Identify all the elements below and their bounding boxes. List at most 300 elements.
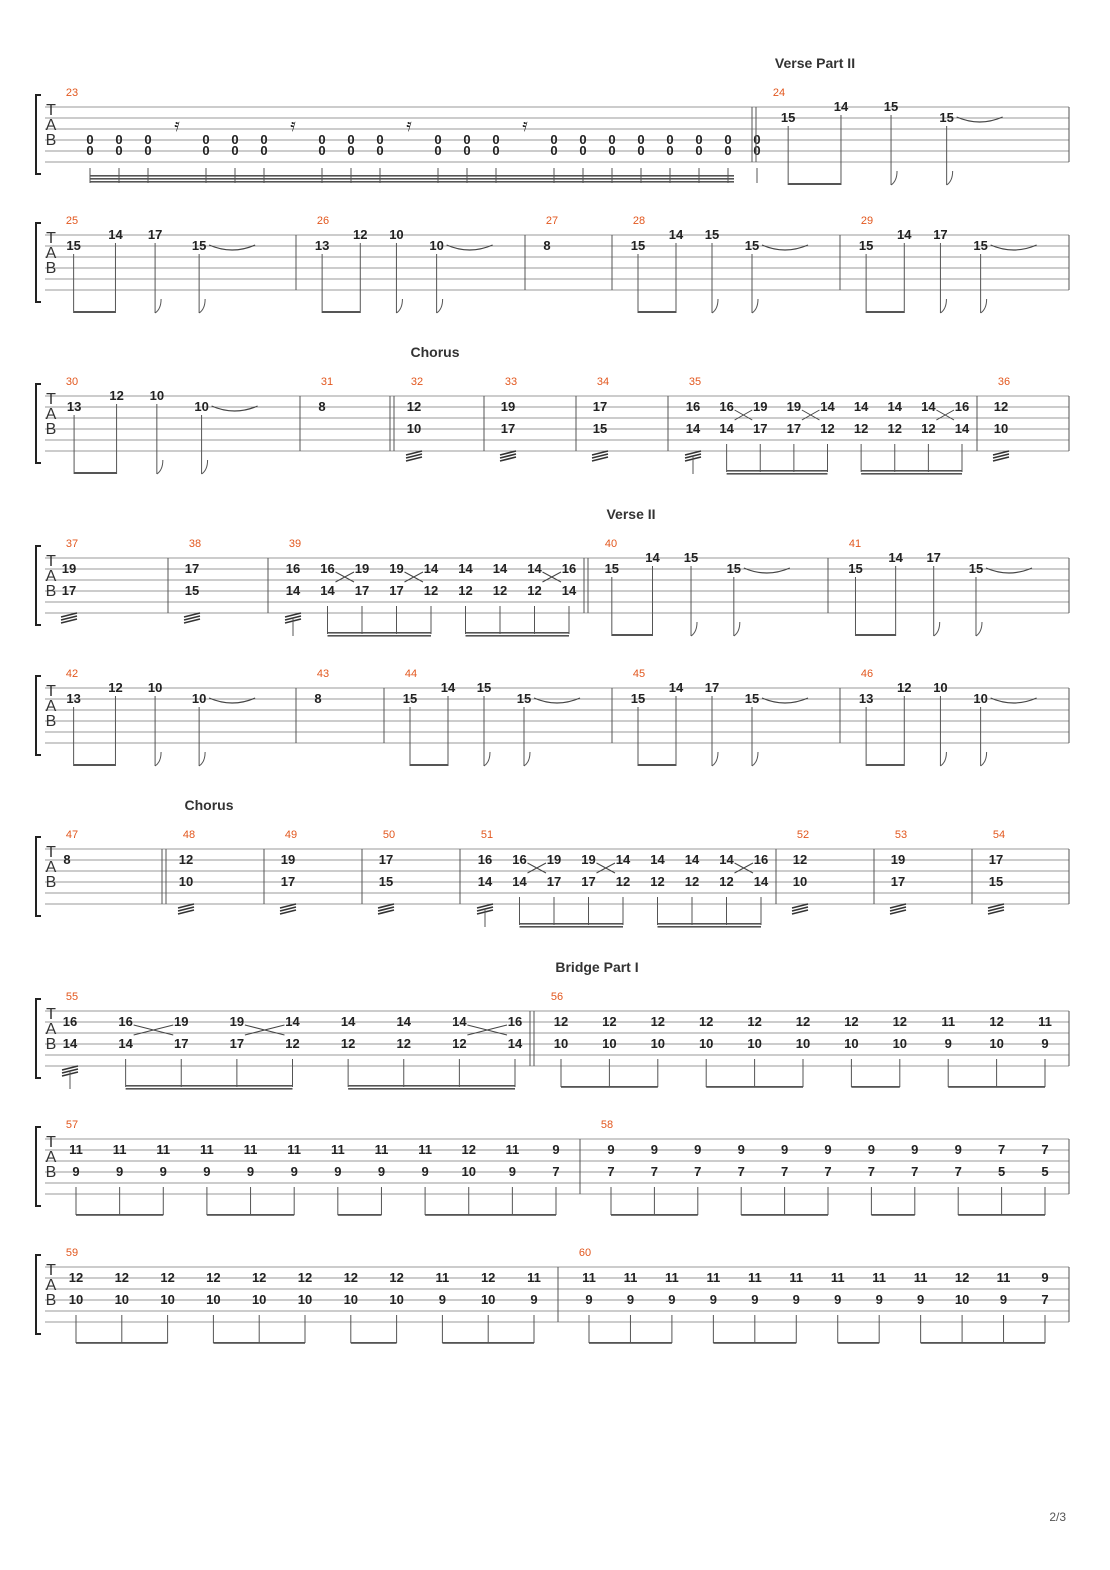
beam bbox=[612, 634, 653, 636]
fret-number: 10 bbox=[602, 1036, 617, 1051]
fret-number: 14 bbox=[921, 399, 936, 414]
fret-number: 9 bbox=[944, 1036, 952, 1051]
system-bracket bbox=[36, 1127, 41, 1206]
measure-45 bbox=[631, 680, 808, 766]
measure-number: 37 bbox=[65, 538, 79, 550]
fret-number: 10 bbox=[792, 874, 808, 889]
measure-number: 52 bbox=[796, 829, 810, 841]
beam bbox=[322, 311, 360, 313]
tab-clef-letter: T bbox=[46, 553, 56, 570]
fret-number: 7 bbox=[954, 1164, 962, 1179]
flag bbox=[981, 752, 987, 766]
measure-number: 43 bbox=[316, 668, 330, 680]
fret-number: 10 bbox=[698, 1036, 714, 1051]
fret-number: 10 bbox=[406, 421, 422, 436]
flag bbox=[934, 622, 940, 636]
measure-28 bbox=[631, 227, 808, 313]
fret-number: 12 bbox=[458, 583, 473, 598]
fret-number: 9 bbox=[203, 1164, 211, 1179]
fret-number: 0 bbox=[260, 143, 268, 158]
fret-number: 14 bbox=[396, 1014, 411, 1029]
fret-number: 12 bbox=[820, 421, 835, 436]
fret-number: 9 bbox=[290, 1164, 298, 1179]
beam bbox=[658, 926, 762, 928]
fret-number: 11 bbox=[665, 1270, 679, 1285]
beam bbox=[838, 1342, 879, 1344]
beam bbox=[861, 470, 962, 472]
fret-number: 17 bbox=[378, 852, 394, 867]
fret-number: 8 bbox=[63, 852, 71, 867]
rest-icon: 𝄿 bbox=[522, 115, 528, 136]
fret-number: 14 bbox=[650, 852, 665, 867]
fret-number: 19 bbox=[753, 399, 768, 414]
section-label: Bridge Part I bbox=[555, 959, 639, 975]
measure-56 bbox=[554, 1014, 1052, 1088]
fret-number: 9 bbox=[650, 1142, 659, 1157]
tab-clef-letter: T bbox=[46, 1006, 56, 1023]
flag bbox=[155, 299, 161, 313]
fret-number: 0 bbox=[347, 143, 355, 158]
fret-number: 14 bbox=[507, 1036, 523, 1051]
beam bbox=[713, 1342, 796, 1344]
fret-number: 17 bbox=[753, 421, 768, 436]
tab-clef-letter: A bbox=[45, 117, 57, 134]
tab-clef-letter: T bbox=[46, 391, 56, 408]
measure-number: 46 bbox=[860, 668, 874, 680]
measure-35 bbox=[685, 399, 970, 475]
flag bbox=[981, 299, 987, 313]
fret-number: 17 bbox=[184, 561, 200, 576]
fret-number: 11 bbox=[200, 1142, 214, 1157]
flag bbox=[940, 299, 946, 313]
fret-number: 12 bbox=[109, 388, 124, 403]
system-bracket bbox=[36, 837, 41, 916]
fret-number: 0 bbox=[666, 143, 674, 158]
fret-number: 10 bbox=[892, 1036, 908, 1051]
flag bbox=[155, 752, 161, 766]
fret-number: 19 bbox=[280, 852, 296, 867]
beam bbox=[74, 764, 116, 766]
beam bbox=[348, 1088, 515, 1090]
fret-number: 0 bbox=[753, 143, 761, 158]
fret-number: 7 bbox=[650, 1164, 659, 1179]
fret-number: 12 bbox=[406, 399, 422, 414]
fret-number: 15 bbox=[476, 680, 492, 695]
fret-number: 12 bbox=[887, 421, 902, 436]
fret-number: 12 bbox=[853, 421, 869, 436]
fret-number: 0 bbox=[202, 143, 210, 158]
fret-number: 9 bbox=[792, 1292, 800, 1307]
fret-number: 12 bbox=[114, 1270, 130, 1285]
fret-number: 9 bbox=[116, 1164, 124, 1179]
measure-51 bbox=[477, 852, 769, 928]
fret-number: 8 bbox=[318, 399, 326, 414]
section-label: Chorus bbox=[184, 797, 234, 813]
beam bbox=[90, 178, 734, 180]
fret-number: 14 bbox=[645, 550, 660, 565]
fret-number: 11 bbox=[243, 1142, 258, 1157]
measure-number: 59 bbox=[65, 1247, 79, 1259]
fret-number: 15 bbox=[968, 561, 984, 576]
measure-number: 29 bbox=[860, 215, 874, 227]
measure-44 bbox=[403, 680, 580, 766]
fret-number: 17 bbox=[592, 399, 608, 414]
tab-clef-letter: A bbox=[45, 1149, 57, 1166]
fret-number: 9 bbox=[954, 1142, 962, 1157]
fret-number: 9 bbox=[626, 1292, 635, 1307]
fret-number: 7 bbox=[1041, 1292, 1049, 1307]
fret-number: 0 bbox=[579, 132, 587, 147]
fret-number: 11 bbox=[789, 1270, 804, 1285]
flag bbox=[712, 299, 718, 313]
fret-number: 15 bbox=[858, 238, 874, 253]
fret-number: 17 bbox=[890, 874, 906, 889]
beam bbox=[921, 1342, 1045, 1344]
fret-number: 12 bbox=[108, 680, 123, 695]
fret-number: 9 bbox=[668, 1292, 676, 1307]
flag bbox=[524, 752, 530, 766]
flag bbox=[199, 752, 205, 766]
fret-number: 16 bbox=[320, 561, 335, 576]
fret-number: 12 bbox=[480, 1270, 496, 1285]
fret-number: 15 bbox=[630, 691, 646, 706]
beam bbox=[866, 764, 904, 766]
fret-number: 9 bbox=[607, 1142, 615, 1157]
fret-number: 14 bbox=[820, 399, 835, 414]
system-bracket bbox=[36, 676, 41, 755]
fret-number: 19 bbox=[581, 852, 596, 867]
fret-number: 12 bbox=[461, 1142, 476, 1157]
fret-number: 9 bbox=[508, 1164, 516, 1179]
fret-number: 12 bbox=[206, 1270, 221, 1285]
fret-number: 10 bbox=[389, 1292, 404, 1307]
fret-number: 16 bbox=[954, 399, 970, 414]
fret-number: 12 bbox=[650, 874, 665, 889]
measure-29 bbox=[859, 227, 1037, 313]
fret-number: 10 bbox=[747, 1036, 762, 1051]
fret-number: 15 bbox=[683, 550, 699, 565]
fret-number: 0 bbox=[666, 132, 674, 147]
measure-number: 28 bbox=[632, 215, 646, 227]
measure-number: 57 bbox=[65, 1119, 79, 1131]
fret-number: 9 bbox=[824, 1142, 832, 1157]
fret-number: 10 bbox=[480, 1292, 496, 1307]
fret-number: 14 bbox=[561, 583, 577, 598]
fret-number: 12 bbox=[698, 1014, 714, 1029]
fret-number: 17 bbox=[389, 583, 404, 598]
fret-number: 12 bbox=[178, 852, 194, 867]
system-bracket bbox=[36, 546, 41, 625]
beam bbox=[466, 632, 570, 634]
fret-number: 9 bbox=[834, 1292, 842, 1307]
fret-number: 12 bbox=[844, 1014, 859, 1029]
tab-clef-letter: A bbox=[45, 698, 57, 715]
measure-53 bbox=[890, 852, 906, 914]
fret-number: 9 bbox=[246, 1164, 255, 1179]
measure-59 bbox=[69, 1270, 541, 1344]
tab-clef-letter: T bbox=[46, 102, 56, 119]
measure-number: 56 bbox=[550, 991, 564, 1003]
fret-number: 14 bbox=[285, 1014, 300, 1029]
measure-54 bbox=[988, 852, 1004, 914]
measure-number: 25 bbox=[65, 215, 79, 227]
fret-number: 9 bbox=[737, 1142, 745, 1157]
tab-clef-letter: T bbox=[46, 683, 56, 700]
fret-number: 15 bbox=[744, 691, 760, 706]
fret-number: 15 bbox=[191, 238, 207, 253]
fret-number: 15 bbox=[973, 238, 988, 253]
fret-number: 0 bbox=[115, 132, 123, 147]
page-number: 2/3 bbox=[1049, 1510, 1066, 1524]
measure-55 bbox=[62, 1014, 523, 1090]
beam bbox=[658, 923, 762, 925]
fret-number: 9 bbox=[1041, 1270, 1049, 1285]
fret-number: 14 bbox=[492, 561, 508, 576]
fret-number: 10 bbox=[461, 1164, 476, 1179]
measure-40 bbox=[605, 550, 790, 636]
fret-number: 0 bbox=[347, 132, 355, 147]
fret-number: 12 bbox=[68, 1270, 84, 1285]
fret-number: 15 bbox=[704, 227, 720, 242]
measure-32 bbox=[406, 399, 422, 461]
fret-number: 17 bbox=[988, 852, 1004, 867]
rest-icon: 𝄿 bbox=[174, 115, 180, 136]
fret-number: 0 bbox=[376, 143, 384, 158]
measure-31 bbox=[318, 399, 325, 414]
fret-number: 14 bbox=[887, 399, 902, 414]
tab-clef-letter: B bbox=[45, 874, 57, 891]
fret-number: 8 bbox=[314, 691, 322, 706]
fret-number: 0 bbox=[695, 143, 703, 158]
measure-number: 51 bbox=[480, 829, 494, 841]
flag bbox=[396, 299, 402, 313]
fret-number: 9 bbox=[552, 1142, 560, 1157]
tab-system bbox=[36, 991, 1069, 1090]
measure-26 bbox=[315, 227, 493, 313]
measure-number: 24 bbox=[772, 87, 786, 99]
fret-number: 10 bbox=[160, 1292, 175, 1307]
fret-number: 19 bbox=[546, 852, 562, 867]
beam bbox=[520, 923, 624, 925]
fret-number: 0 bbox=[318, 143, 326, 158]
fret-number: 7 bbox=[824, 1164, 832, 1179]
fret-number: 11 bbox=[941, 1014, 956, 1029]
fret-number: 0 bbox=[144, 143, 152, 158]
fret-number: 12 bbox=[527, 583, 542, 598]
beam bbox=[213, 1342, 305, 1344]
fret-number: 14 bbox=[668, 227, 684, 242]
fret-number: 10 bbox=[149, 388, 165, 403]
fret-number: 19 bbox=[500, 399, 516, 414]
beam bbox=[861, 473, 962, 475]
fret-number: 12 bbox=[989, 1014, 1004, 1029]
measure-number: 55 bbox=[65, 991, 79, 1003]
tab-system bbox=[36, 87, 1069, 185]
fret-number: 7 bbox=[607, 1164, 615, 1179]
beam bbox=[351, 1342, 397, 1344]
fret-number: 15 bbox=[883, 99, 899, 114]
fret-number: 17 bbox=[704, 680, 720, 695]
tab-clef-letter: A bbox=[45, 1021, 57, 1038]
fret-number: 0 bbox=[724, 143, 732, 158]
fret-number: 12 bbox=[719, 874, 734, 889]
beam bbox=[90, 175, 734, 177]
fret-number: 12 bbox=[343, 1270, 359, 1285]
fret-number: 12 bbox=[747, 1014, 762, 1029]
fret-number: 9 bbox=[1041, 1036, 1049, 1051]
fret-number: 11 bbox=[830, 1270, 845, 1285]
measure-57 bbox=[69, 1142, 559, 1216]
fret-number: 11 bbox=[287, 1142, 302, 1157]
fret-number: 15 bbox=[592, 421, 608, 436]
fret-number: 7 bbox=[997, 1142, 1006, 1157]
fret-number: 0 bbox=[231, 132, 239, 147]
fret-number: 12 bbox=[285, 1036, 300, 1051]
fret-number: 7 bbox=[737, 1164, 745, 1179]
fret-number: 10 bbox=[147, 680, 163, 695]
fret-number: 10 bbox=[795, 1036, 811, 1051]
measure-number: 54 bbox=[992, 829, 1006, 841]
system-bracket bbox=[36, 1255, 41, 1334]
flag bbox=[752, 299, 758, 313]
measure-37 bbox=[61, 561, 77, 623]
flag bbox=[691, 622, 697, 636]
fret-number: 17 bbox=[546, 874, 562, 889]
beam bbox=[328, 635, 432, 637]
fret-number: 14 bbox=[615, 852, 631, 867]
measure-number: 58 bbox=[600, 1119, 614, 1131]
measure-number: 41 bbox=[848, 538, 862, 550]
fret-number: 9 bbox=[159, 1164, 167, 1179]
fret-number: 14 bbox=[954, 421, 970, 436]
fret-number: 11 bbox=[435, 1270, 450, 1285]
tab-clef-letter: A bbox=[45, 568, 57, 585]
flag bbox=[484, 752, 490, 766]
tab-system bbox=[36, 1119, 1069, 1216]
rest-icon: 𝄿 bbox=[406, 115, 412, 136]
fret-number: 11 bbox=[706, 1270, 721, 1285]
system-bracket bbox=[36, 95, 41, 174]
beam bbox=[561, 1086, 658, 1088]
fret-number: 14 bbox=[108, 227, 123, 242]
measure-30 bbox=[67, 388, 258, 474]
measure-58 bbox=[607, 1142, 1048, 1216]
fret-number: 12 bbox=[452, 1036, 467, 1051]
fret-number: 19 bbox=[890, 852, 906, 867]
flag bbox=[752, 752, 758, 766]
fret-number: 0 bbox=[86, 132, 94, 147]
measure-52 bbox=[792, 852, 808, 914]
measure-number: 44 bbox=[404, 668, 418, 680]
flag bbox=[891, 171, 897, 185]
fret-number: 15 bbox=[516, 691, 532, 706]
system-bracket bbox=[36, 223, 41, 302]
fret-number: 12 bbox=[795, 1014, 811, 1029]
fret-number: 19 bbox=[389, 561, 404, 576]
fret-number: 15 bbox=[604, 561, 620, 576]
fret-number: 10 bbox=[933, 680, 948, 695]
measure-36 bbox=[993, 399, 1009, 461]
fret-number: 14 bbox=[320, 583, 335, 598]
fret-number: 9 bbox=[530, 1292, 538, 1307]
tab-system bbox=[36, 215, 1069, 313]
fret-number: 12 bbox=[954, 1270, 970, 1285]
fret-number: 9 bbox=[999, 1292, 1008, 1307]
fret-number: 14 bbox=[118, 1036, 133, 1051]
tab-system bbox=[36, 668, 1069, 766]
fret-number: 10 bbox=[251, 1292, 267, 1307]
fret-number: 0 bbox=[115, 143, 123, 158]
fret-number: 10 bbox=[178, 874, 194, 889]
beam bbox=[74, 472, 117, 474]
fret-number: 0 bbox=[434, 132, 442, 147]
measure-43 bbox=[314, 691, 321, 706]
section-label: Verse Part II bbox=[774, 55, 856, 71]
measure-number: 60 bbox=[578, 1247, 592, 1259]
fret-number: 9 bbox=[334, 1164, 342, 1179]
fret-number: 12 bbox=[251, 1270, 267, 1285]
tab-clef-letter: T bbox=[46, 230, 56, 247]
beam bbox=[520, 926, 624, 928]
fret-number: 17 bbox=[581, 874, 596, 889]
measure-27 bbox=[543, 238, 550, 253]
fret-number: 17 bbox=[280, 874, 296, 889]
fret-number: 12 bbox=[897, 680, 912, 695]
fret-number: 16 bbox=[719, 399, 734, 414]
fret-number: 11 bbox=[582, 1270, 596, 1285]
beam bbox=[466, 635, 570, 637]
measure-24 bbox=[781, 99, 1003, 185]
measure-number: 31 bbox=[320, 376, 334, 388]
measure-23 bbox=[86, 115, 760, 183]
fret-number: 0 bbox=[695, 132, 703, 147]
fret-number: 0 bbox=[608, 143, 616, 158]
fret-number: 0 bbox=[637, 132, 645, 147]
fret-number: 9 bbox=[867, 1142, 876, 1157]
fret-number: 12 bbox=[396, 1036, 411, 1051]
fret-number: 17 bbox=[147, 227, 163, 242]
fret-number: 12 bbox=[353, 227, 368, 242]
fret-number: 9 bbox=[438, 1292, 447, 1307]
fret-number: 9 bbox=[875, 1292, 883, 1307]
measure-number: 35 bbox=[688, 376, 702, 388]
measure-number: 40 bbox=[604, 538, 618, 550]
fret-number: 19 bbox=[786, 399, 802, 414]
measure-number: 53 bbox=[894, 829, 908, 841]
fret-number: 19 bbox=[354, 561, 370, 576]
beam bbox=[727, 473, 828, 475]
measure-number: 45 bbox=[632, 668, 646, 680]
flag bbox=[202, 460, 208, 474]
fret-number: 16 bbox=[118, 1014, 133, 1029]
tab-clef-letter: B bbox=[45, 1164, 57, 1181]
fret-number: 15 bbox=[184, 583, 200, 598]
fret-number: 7 bbox=[911, 1164, 919, 1179]
fret-number: 11 bbox=[330, 1142, 345, 1157]
measure-50 bbox=[378, 852, 394, 914]
fret-number: 14 bbox=[477, 874, 493, 889]
fret-number: 8 bbox=[543, 238, 551, 253]
fret-number: 12 bbox=[921, 421, 936, 436]
measure-38 bbox=[184, 561, 200, 623]
system-bracket bbox=[36, 384, 41, 463]
fret-number: 12 bbox=[492, 583, 508, 598]
fret-number: 7 bbox=[552, 1164, 560, 1179]
measure-41 bbox=[848, 550, 1032, 636]
fret-number: 17 bbox=[354, 583, 370, 598]
fret-number: 9 bbox=[72, 1164, 80, 1179]
fret-number: 15 bbox=[66, 238, 81, 253]
